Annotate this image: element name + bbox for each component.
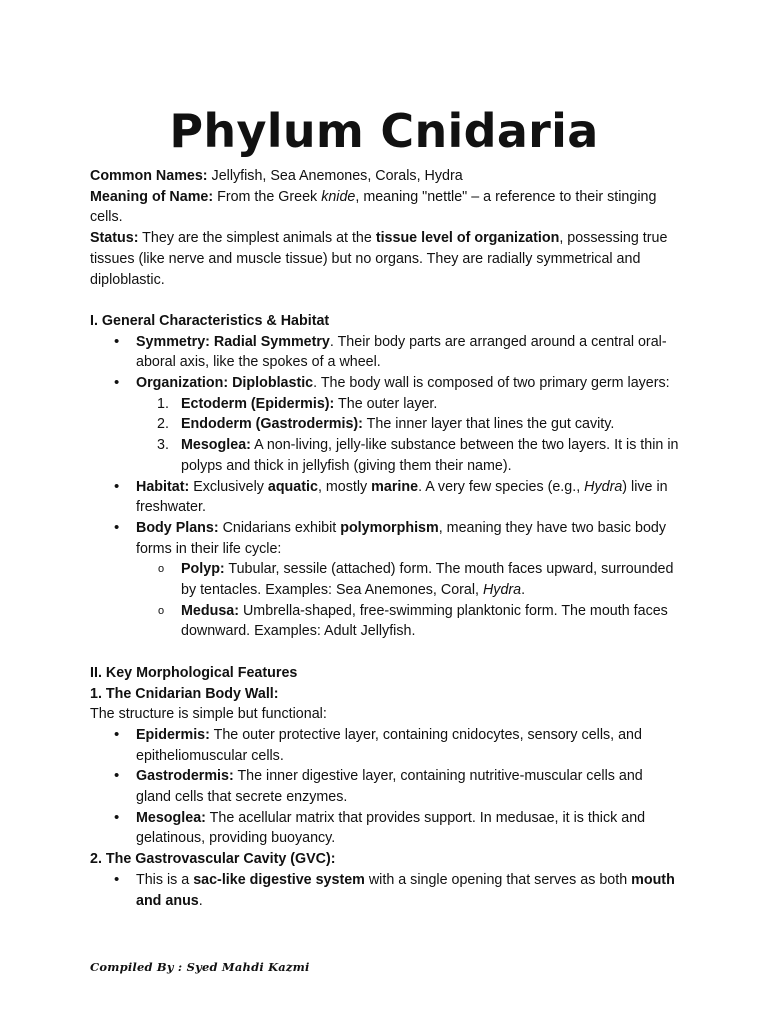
polyp-text: Tubular, sessile (attached) form. The mouth faces upward, surrounded by tentacles. Examples: Sea Anemones, Coral, bbox=[181, 561, 674, 599]
meaning-text-1: From the Greek bbox=[213, 188, 322, 205]
meaning-label: Meaning of Name: bbox=[90, 188, 214, 205]
spacer bbox=[90, 290, 680, 311]
polyp-end: . bbox=[521, 582, 526, 599]
organization-text: . The body wall is composed of two primary germ layers: bbox=[313, 375, 670, 392]
common-names-text: Jellyfish, Sea Anemones, Corals, Hydra bbox=[207, 168, 463, 184]
polymorphism-term: polymorphism bbox=[340, 519, 439, 536]
gvc-bold-2: mouth and anus bbox=[136, 871, 675, 909]
gvc-list bbox=[90, 870, 680, 911]
page-title: Phylum Cnidaria bbox=[169, 104, 599, 158]
germ-layer-text: The outer layer. bbox=[334, 395, 438, 412]
gvc-heading: 2. The Gastrovascular Cavity (GVC): bbox=[90, 851, 336, 868]
habitat-label: Habitat: bbox=[136, 478, 190, 495]
germ-layers-list bbox=[136, 394, 680, 477]
gvc-text-3: . bbox=[198, 892, 203, 909]
section-2-heading: II. Key Morphological Features bbox=[90, 664, 298, 681]
organization-label: Organization: Diploblastic bbox=[136, 375, 314, 392]
meaning-line bbox=[90, 187, 680, 228]
body-forms-list bbox=[136, 559, 680, 642]
document-body bbox=[90, 166, 680, 911]
status-text-2: , possessing true tissues (like nerve and muscle tissue) but no organs. They are radially symmetrical and diploblastic. bbox=[90, 230, 668, 288]
characteristics-list bbox=[90, 332, 680, 643]
medusa-text: Umbrella-shaped, free-swimming planktonic form. The mouth faces downward. Examples: Adult Jellyfish. bbox=[181, 602, 668, 640]
body-form-polyp bbox=[90, 559, 680, 600]
compiled-by-footer: Compiled By : Syed Mahdi Kazmi bbox=[90, 960, 310, 974]
item-number: 3. bbox=[157, 437, 169, 454]
germ-layer-text: The inner layer that lines the gut cavity. bbox=[362, 416, 615, 433]
wall-item-label: Mesoglea: bbox=[136, 809, 206, 826]
symmetry-text: . Their body parts are arranged around a central oral-aboral axis, like the spokes of a wheel. bbox=[136, 333, 667, 371]
wall-item-text: The inner digestive layer, containing nutritive-muscular cells and gland cells that secrete enzymes. bbox=[136, 768, 643, 806]
habitat-marine: marine bbox=[371, 478, 419, 495]
gvc-text-1: This is a bbox=[136, 871, 194, 888]
germ-layer-label: Endoderm (Gastrodermis): bbox=[181, 416, 363, 433]
list-item bbox=[90, 870, 680, 911]
body-wall-heading: 1. The Cnidarian Body Wall: bbox=[90, 685, 279, 702]
list-item-symmetry bbox=[90, 332, 680, 373]
gvc-text-2: with a single opening that serves as both bbox=[364, 871, 632, 888]
spacer bbox=[90, 642, 680, 663]
status-text-1: They are the simplest animals at the bbox=[138, 230, 376, 247]
item-number: 2. bbox=[157, 416, 169, 433]
symmetry-label: Symmetry: Radial Symmetry bbox=[136, 333, 330, 350]
item-number: 1. bbox=[157, 395, 169, 412]
list-item-habitat bbox=[90, 477, 680, 518]
list-item bbox=[90, 725, 680, 766]
germ-layer-label: Mesoglea: bbox=[181, 437, 251, 454]
list-item-body-plans bbox=[90, 518, 680, 642]
germ-layer-item bbox=[90, 435, 680, 476]
germ-layer-label: Ectoderm (Epidermis): bbox=[181, 395, 335, 412]
common-names-label: Common Names: bbox=[90, 168, 208, 184]
body-plans-label: Body Plans: bbox=[136, 519, 219, 536]
germ-layer-item bbox=[90, 414, 680, 435]
habitat-hydra: Hydra bbox=[584, 478, 623, 495]
body-plans-text-1: Cnidarians exhibit bbox=[218, 519, 341, 536]
habitat-text-1: Exclusively bbox=[189, 478, 268, 495]
wall-item-label: Gastrodermis: bbox=[136, 768, 234, 785]
meaning-word: knide bbox=[321, 188, 356, 205]
body-form-medusa bbox=[90, 601, 680, 642]
wall-item-text: The acellular matrix that provides support. In medusae, it is thick and gelatinous, providing buoyancy. bbox=[136, 809, 646, 847]
polyp-label: Polyp: bbox=[181, 561, 225, 578]
body-wall-intro: The structure is simple but functional: bbox=[90, 706, 327, 723]
section-1-heading: I. General Characteristics & Habitat bbox=[90, 312, 330, 329]
body-plans-text-2: , meaning they have two basic body forms in their life cycle: bbox=[136, 519, 667, 557]
medusa-label: Medusa: bbox=[181, 602, 239, 619]
list-item-organization bbox=[90, 373, 680, 477]
common-names-line bbox=[90, 166, 680, 187]
body-wall-list bbox=[90, 725, 680, 849]
habitat-text-2: , mostly bbox=[317, 478, 372, 495]
germ-layer-item bbox=[90, 394, 680, 415]
wall-item-text: The outer protective layer, containing cnidocytes, sensory cells, and epitheliomuscular cells. bbox=[136, 726, 642, 764]
status-bold: tissue level of organization bbox=[375, 230, 560, 247]
germ-layer-text: A non-living, jelly-like substance between the two layers. It is thin in polyps and thick in jellyfish (giving them their name). bbox=[181, 437, 679, 474]
meaning-text-2: , meaning "nettle" – a reference to their stinging cells. bbox=[90, 188, 657, 226]
habitat-text-4: ) live in freshwater. bbox=[136, 478, 668, 516]
gvc-bold-1: sac-like digestive system bbox=[193, 871, 365, 888]
polyp-hydra: Hydra bbox=[482, 582, 522, 599]
habitat-text-3: . A very few species (e.g., bbox=[418, 478, 585, 495]
list-item bbox=[90, 808, 680, 849]
status-label: Status: bbox=[90, 230, 139, 247]
habitat-aquatic: aquatic bbox=[267, 478, 318, 495]
wall-item-label: Epidermis: bbox=[136, 726, 210, 743]
list-item bbox=[90, 766, 680, 807]
status-line bbox=[90, 228, 680, 290]
